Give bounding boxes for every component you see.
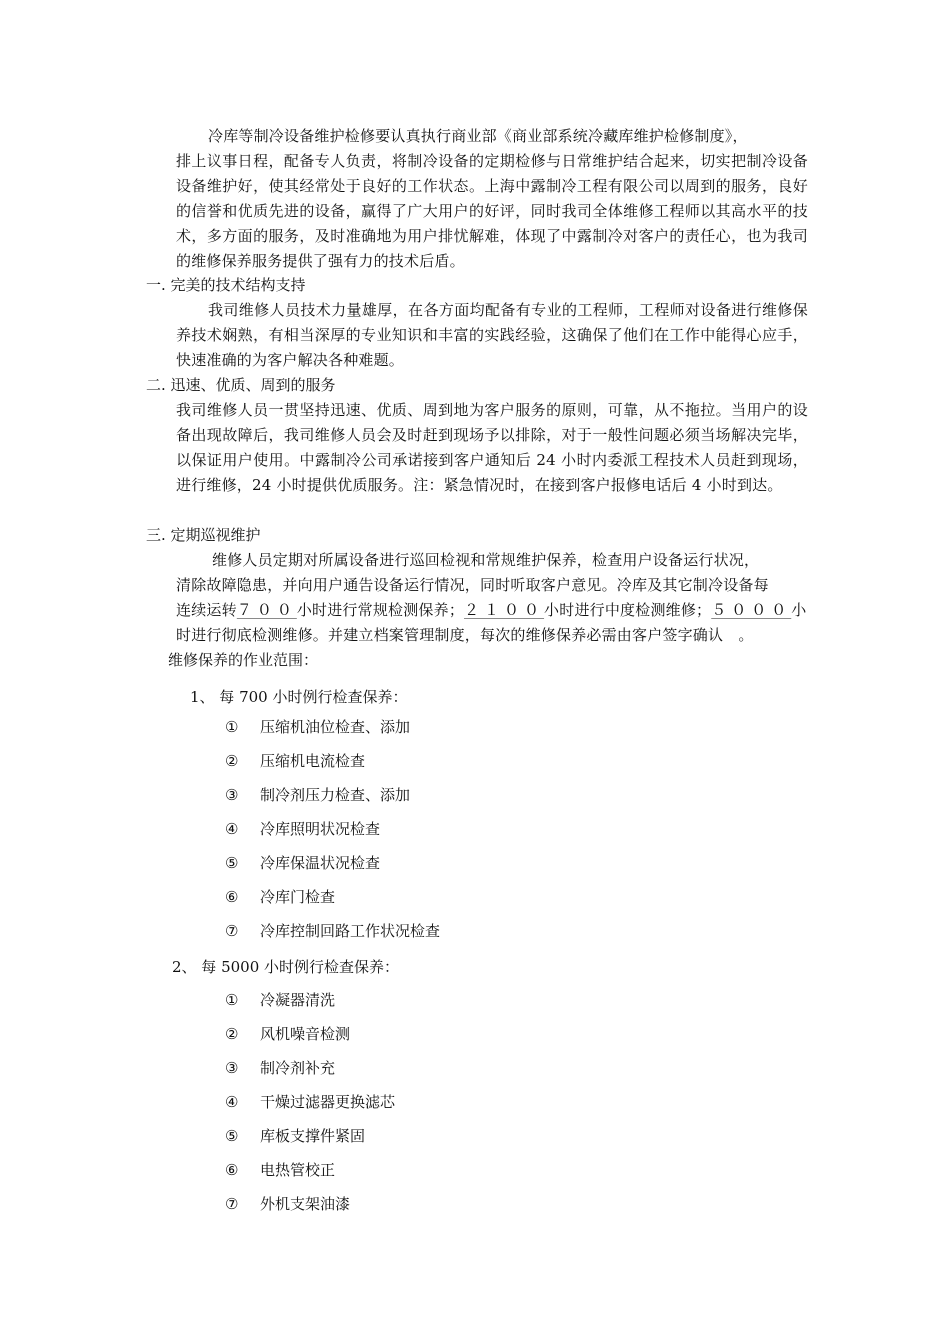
section3-line3-c: 小时进行中度检测维修；	[544, 601, 712, 619]
section3-line3-b: 小时进行常规检测保养；	[296, 601, 465, 619]
list-item	[225, 784, 410, 806]
item-number: ④	[225, 1093, 239, 1111]
item-number: ①	[225, 991, 239, 1009]
item-number: ②	[225, 1025, 239, 1043]
list-item	[225, 1125, 365, 1147]
list-item	[225, 818, 380, 840]
item-text: 冷库保温状况检查	[260, 854, 381, 872]
list-item	[225, 1193, 350, 1215]
item-number: ③	[225, 1059, 239, 1077]
item-number: ⑤	[225, 1127, 239, 1145]
item-text: 库板支撑件紧固	[260, 1127, 366, 1145]
item-text: 冷凝器清洗	[260, 991, 336, 1009]
list-item	[225, 716, 410, 738]
maintenance-scope-label: 维修保养的作业范围：	[168, 651, 319, 669]
list-item	[225, 852, 380, 874]
item-text: 冷库门检查	[260, 888, 336, 906]
item-text: 冷库照明状况检查	[260, 820, 381, 838]
section3-line3	[176, 598, 816, 623]
intro-first-line: 冷库等制冷设备维护检修要认真执行商业部《商业部系统冷藏库维护检修制度》，	[208, 127, 748, 145]
list-item	[225, 1091, 395, 1113]
list-item	[225, 920, 440, 942]
item-text: 风机噪音检测	[260, 1025, 351, 1043]
section1-body: 我司维修人员技术力量雄厚，在各方面均配备有专业的工程师，工程师对设备进行维修保养技术娴熟，有相当深厚的专业知识和丰富的实践经验，这确保了他们在工作中能得心应手，快速准确的为客户解决各种难题。	[176, 301, 808, 369]
section3-heading: 三. 定期巡视维护	[146, 526, 261, 544]
intro-paragraph	[176, 124, 808, 274]
item-number: ⑥	[225, 1161, 239, 1179]
item-text: 制冷剂补充	[260, 1059, 336, 1077]
item-number: ⑦	[225, 1195, 239, 1213]
item-number: ⑥	[225, 888, 239, 906]
item-text: 冷库控制回路工作状况检查	[260, 922, 441, 940]
intro-body: 排上议事日程，配备专人负责，将制冷设备的定期检修与日常维护结合起来，切实把制冷设备设备维护好，使其经常处于良好的工作状态。上海中露制冷工程有限公司以周到的服务，良好的信誉和优质先进的设备，赢得了广大用户的好评，同时我司全体维修工程师以其高水平的技术，多方面的服务，及时准确地为用户排忧解难，体现了中露制冷对客户的责任心，也为我司的维修保养服务提供了强有力的技术后盾。	[176, 152, 808, 270]
list-item	[225, 1023, 350, 1045]
section1-heading: 一. 完美的技术结构支持	[146, 276, 306, 294]
item-number: ⑦	[225, 922, 239, 940]
section3-line4: 时进行彻底检测维修。并建立档案管理制度，每次的维修保养必需由客户签字确认 。	[176, 626, 754, 644]
section3-line1: 维修人员定期对所属设备进行巡回检视和常规维护保养，检查用户设备运行状况，	[212, 551, 760, 569]
item-number: ⑤	[225, 854, 239, 872]
list-700-title: 1、 每 700 小时例行检查保养：	[190, 688, 408, 706]
item-number: ③	[225, 786, 239, 804]
item-text: 压缩机电流检查	[260, 752, 366, 770]
list-5000-title: 2、 每 5000 小时例行检查保养：	[172, 958, 400, 976]
hours-700-underlined: ７００	[236, 601, 297, 619]
list-item	[225, 886, 335, 908]
hours-2100-underlined: ２１００	[464, 601, 545, 619]
item-number: ②	[225, 752, 239, 770]
section3-line2: 清除故障隐患，并向用户通告设备运行情况，同时听取客户意见。冷库及其它制冷设备每	[176, 576, 769, 594]
list-item	[225, 1057, 335, 1079]
item-text: 制冷剂压力检查、添加	[260, 786, 411, 804]
item-number: ①	[225, 718, 239, 736]
section2-heading: 二. 迅速、优质、周到的服务	[146, 376, 336, 394]
list-item	[225, 1159, 335, 1181]
item-text: 电热管校正	[260, 1161, 336, 1179]
item-text: 压缩机油位检查、添加	[260, 718, 411, 736]
section3-line3-d: 小	[791, 601, 807, 619]
list-item	[225, 750, 365, 772]
hours-5000-underlined: ５０００	[711, 601, 792, 619]
item-text: 干燥过滤器更换滤芯	[260, 1093, 396, 1111]
item-text: 外机支架油漆	[260, 1195, 351, 1213]
section3-line3-a: 连续运转	[176, 601, 237, 619]
list-item	[225, 989, 335, 1011]
section2-body: 我司维修人员一贯坚持迅速、优质、周到地为客户服务的原则，可靠，从不拖拉。当用户的设备出现故障后，我司维修人员会及时赶到现场予以排除，对于一般性问题必须当场解决完毕，以保证用户使用。中露制冷公司承诺接到客户通知后 24 小时内委派工程技术人员赶到现场，进行维修，24 小时提供优质服务。注：紧急情况时，在接到客户报修电话后 4 小时到达。	[176, 401, 808, 494]
item-number: ④	[225, 820, 239, 838]
section3-body	[176, 548, 816, 648]
